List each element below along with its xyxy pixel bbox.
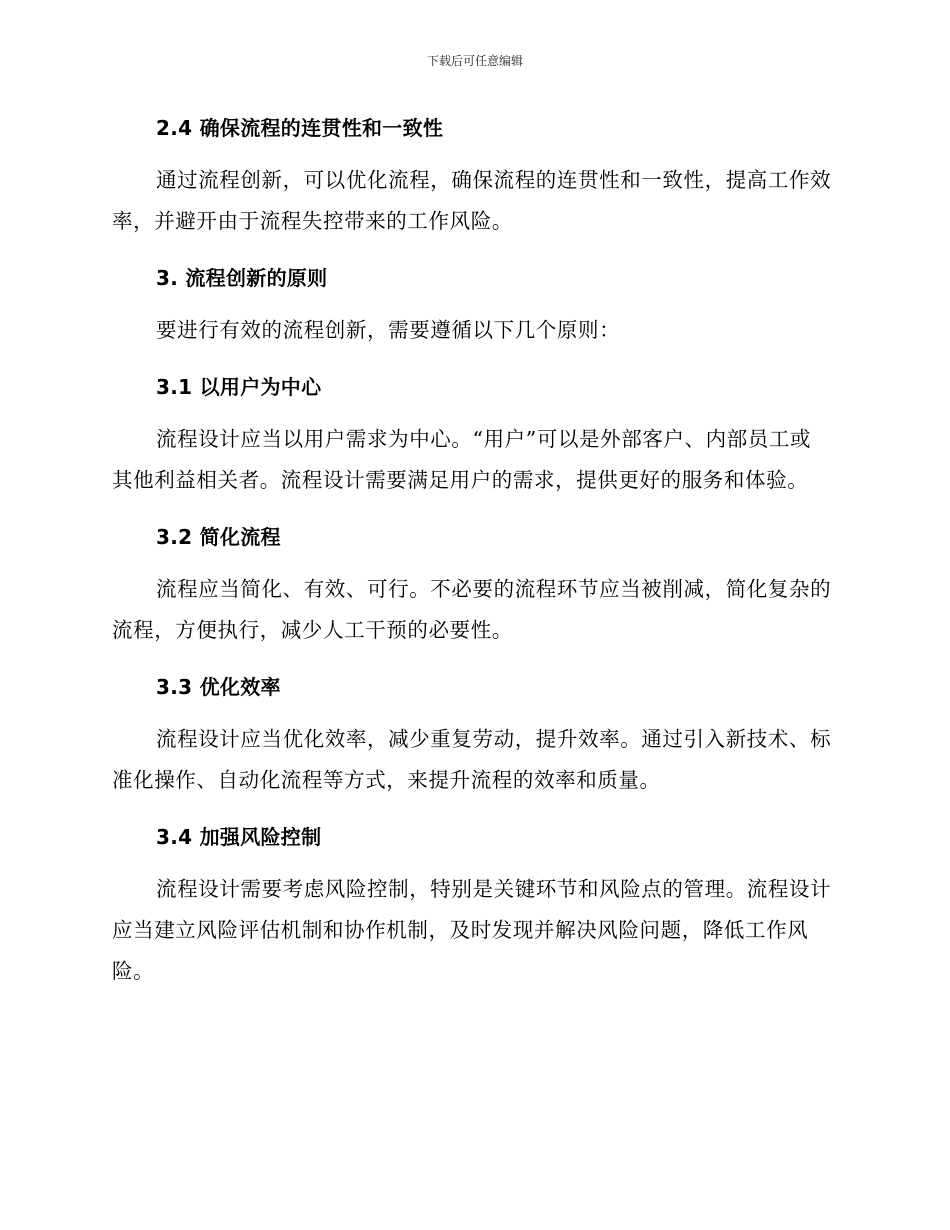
section-heading-3-1: 3.1 以用户为中心	[156, 375, 322, 399]
section-paragraph-2-4: 通过流程创新，可以优化流程，确保流程的连贯性和一致性，提高工作效率，并避开由于流程失控带来的工作风险。	[112, 168, 832, 233]
page-header: 下载后可任意编辑	[426, 54, 523, 68]
section-heading-2-4: 2.4 确保流程的连贯性和一致性	[156, 116, 444, 140]
section-heading-3-4: 3.4 加强风险控制	[156, 825, 322, 849]
section-heading-3: 3. 流程创新的原则	[156, 266, 328, 290]
section-paragraph-3-2: 流程应当简化、有效、可行。不必要的流程环节应当被削减，简化复杂的流程，方便执行，减少人工干预的必要性。	[112, 577, 832, 642]
section-paragraph-3: 要进行有效的流程创新，需要遵循以下几个原则：	[156, 318, 621, 342]
section-paragraph-3-4: 流程设计需要考虑风险控制，特别是关键环节和风险点的管理。流程设计应当建立风险评估机制和协作机制，及时发现并解决风险问题，降低工作风险。	[112, 877, 832, 983]
document-body	[112, 108, 832, 1005]
section-heading-3-2: 3.2 简化流程	[156, 525, 281, 549]
section-paragraph-3-3: 流程设计应当优化效率，减少重复劳动，提升效率。通过引入新技术、标准化操作、自动化流程等方式，来提升流程的效率和质量。	[112, 727, 832, 792]
section-paragraph-3-1: 流程设计应当以用户需求为中心。“用户”可以是外部客户、内部员工或其他利益相关者。流程设计需要满足用户的需求，提供更好的服务和体验。	[112, 427, 812, 492]
section-heading-3-3: 3.3 优化效率	[156, 675, 281, 699]
